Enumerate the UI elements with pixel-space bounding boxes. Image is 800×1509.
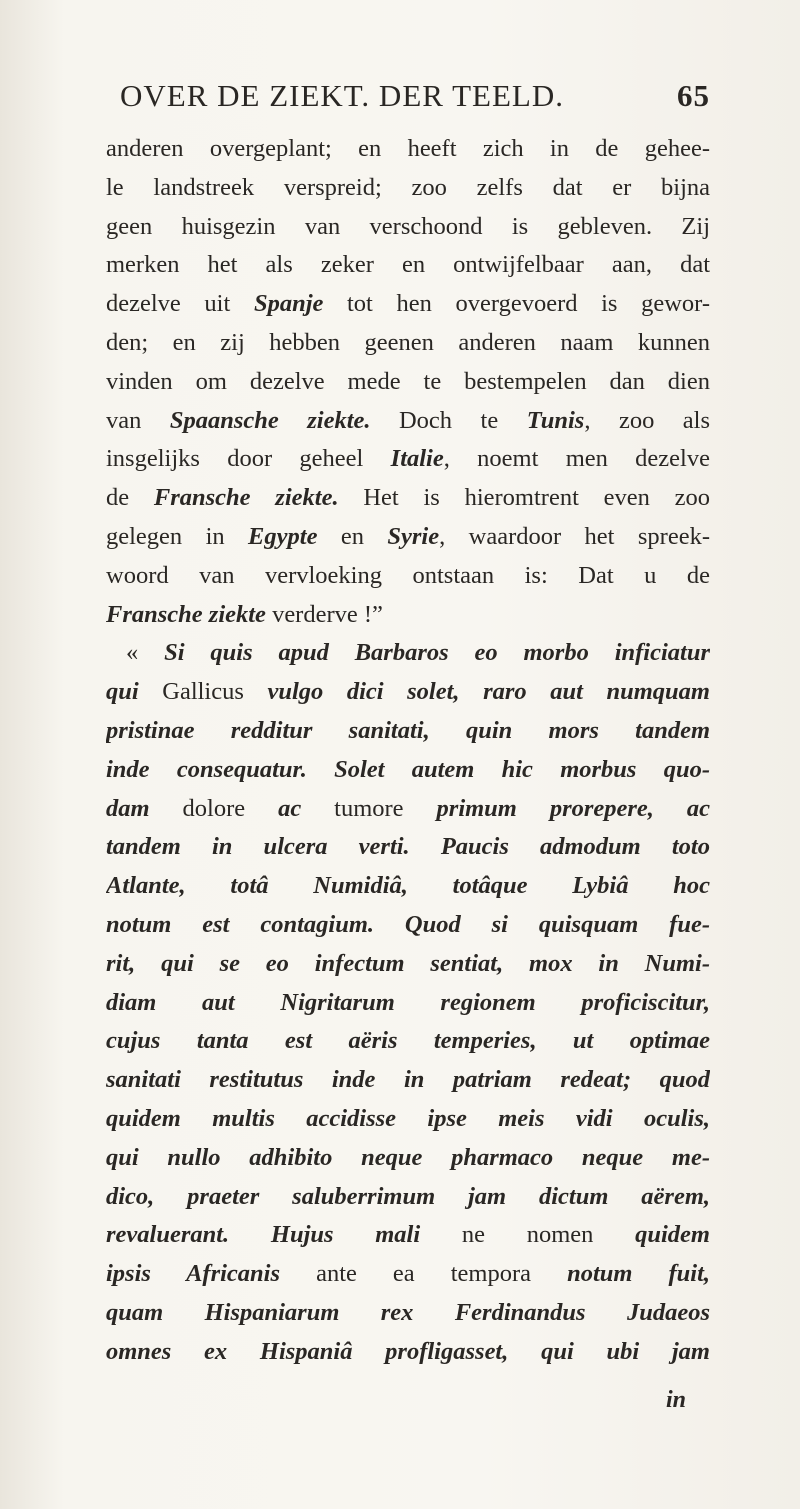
text-run: « xyxy=(126,639,165,667)
text-run: woord van vervloeking ontstaan is: Dat u de xyxy=(106,561,710,589)
text-line xyxy=(106,246,710,285)
text-line xyxy=(106,169,710,208)
text-run: dolore xyxy=(149,794,279,822)
italic-text-run: notum fuit, xyxy=(567,1260,710,1288)
italic-text-run: Spaansche ziekte. xyxy=(169,406,371,434)
text-run: ante ea tempora xyxy=(280,1260,568,1288)
italic-text-run: cujus tanta est aëris temperies, ut optimae xyxy=(106,1027,710,1055)
text-run: Gallicus xyxy=(138,678,268,706)
page-number: 65 xyxy=(677,78,710,113)
text-line xyxy=(106,828,710,867)
italic-text-run: notum est contagium. Quod si quisquam fue- xyxy=(106,910,710,938)
text-run: dezelve uit xyxy=(106,290,254,318)
text-line xyxy=(106,596,710,635)
italic-text-run: Atlante, totâ Numidiâ, totâque Lybiâ hoc xyxy=(106,872,710,900)
text-line xyxy=(106,634,710,673)
text-line xyxy=(106,867,710,906)
text-line xyxy=(106,557,710,596)
text-line xyxy=(106,518,710,557)
italic-text-run: Syrie xyxy=(387,522,440,550)
italic-text-run: pristinae redditur sanitati, quin mors tandem xyxy=(106,716,710,744)
running-title: OVER DE ZIEKT. DER TEELD. xyxy=(120,78,564,113)
italic-text-run: quam Hispaniarum rex Ferdinandus Judaeos xyxy=(106,1298,710,1326)
running-header xyxy=(120,78,710,118)
text-line xyxy=(106,1100,710,1139)
catchword: in xyxy=(666,1387,687,1413)
italic-text-run: Si quis apud Barbaros eo morbo inficiatur xyxy=(164,639,710,667)
text-run: van xyxy=(106,406,170,434)
text-run: anderen overgeplant; en heeft zich in de gehee- xyxy=(106,135,710,162)
text-line xyxy=(106,790,710,829)
italic-text-run: quidem multis accidisse ipse meis vidi oculis, xyxy=(106,1104,710,1132)
italic-text-run: vulgo dici solet, raro aut numquam xyxy=(267,678,710,706)
text-line xyxy=(106,285,710,324)
text-run: insgelijks door geheel xyxy=(106,445,391,473)
text-line xyxy=(106,673,710,712)
italic-text-run: Tunis xyxy=(526,406,585,434)
text-run: , waardoor het spreek- xyxy=(439,522,710,550)
text-line xyxy=(106,208,710,247)
italic-text-run: Italie xyxy=(390,445,444,473)
text-line xyxy=(106,906,710,945)
text-run: en xyxy=(317,522,388,550)
text-run: de xyxy=(106,484,154,512)
italic-text-run: omnes ex Hispaniâ profligasset, qui ubi jam xyxy=(106,1337,710,1365)
italic-text-run: ac xyxy=(278,794,302,822)
italic-text-run: rit, qui se eo infectum sentiat, mox in Numi- xyxy=(106,949,710,977)
text-run: tumore xyxy=(301,794,437,822)
italic-text-run: tandem in ulcera verti. Paucis admodum toto xyxy=(106,833,710,861)
italic-text-run: qui xyxy=(106,678,139,706)
text-run: geen huisgezin van verschoond is gebleven. Zij xyxy=(106,212,710,240)
text-run: ne nomen xyxy=(420,1221,636,1249)
italic-text-run: inde consequatur. Solet autem hic morbus quo- xyxy=(106,755,710,783)
italic-text-run: sanitati restitutus inde in patriam redeat; quod xyxy=(106,1066,710,1094)
text-line xyxy=(106,751,710,790)
text-run: le landstreek verspreid; zoo zelfs dat er bijna xyxy=(106,173,710,201)
text-line xyxy=(106,324,710,363)
text-run: , zoo als xyxy=(584,406,710,434)
italic-text-run: ipsis Africanis xyxy=(106,1260,281,1288)
italic-text-run: diam aut Nigritarum regionem proficiscitur, xyxy=(106,988,710,1016)
text-run: Het is hieromtrent even zoo xyxy=(338,484,710,512)
italic-text-run: primum prorepere, ac xyxy=(436,794,710,822)
text-line xyxy=(106,712,710,751)
text-run: tot hen overgevoerd is gewor- xyxy=(323,290,710,318)
text-line xyxy=(106,945,710,984)
text-run: merken het als zeker en ontwijfelbaar aan, dat xyxy=(106,251,710,279)
italic-text-run: Spanje xyxy=(253,290,324,318)
text-line xyxy=(106,1178,710,1217)
italic-text-run: Fransche ziekte. xyxy=(153,484,339,512)
page-body-text xyxy=(106,130,710,1372)
text-line xyxy=(106,984,710,1023)
text-run: Doch te xyxy=(370,406,527,434)
text-line xyxy=(106,402,710,441)
text-run: , noemt men dezelve xyxy=(443,445,710,473)
text-line xyxy=(106,440,710,479)
text-line xyxy=(106,1022,710,1061)
italic-text-run: quidem xyxy=(635,1221,710,1249)
text-line xyxy=(106,1139,710,1178)
italic-text-run: Fransche ziekte xyxy=(106,600,266,628)
text-line xyxy=(106,1255,710,1294)
italic-text-run: dico, praeter saluberrimum jam dictum aërem, xyxy=(106,1182,710,1210)
italic-text-run: revaluerant. Hujus mali xyxy=(106,1221,421,1249)
text-run: verderve !” xyxy=(265,600,383,628)
text-line xyxy=(106,363,710,402)
italic-text-run: qui nullo adhibito neque pharmaco neque me- xyxy=(106,1143,710,1171)
text-line xyxy=(106,1061,710,1100)
text-line xyxy=(106,130,710,169)
text-run: den; en zij hebben geenen anderen naam kunnen xyxy=(106,328,710,356)
italic-text-run: dam xyxy=(106,794,150,822)
text-run: vinden om dezelve mede te bestempelen dan dien xyxy=(106,367,710,395)
text-line xyxy=(106,1216,710,1255)
italic-text-run: Egypte xyxy=(248,522,318,550)
text-line xyxy=(106,1294,710,1333)
text-line xyxy=(106,1333,710,1372)
text-line xyxy=(106,479,710,518)
text-run: gelegen in xyxy=(106,522,249,550)
